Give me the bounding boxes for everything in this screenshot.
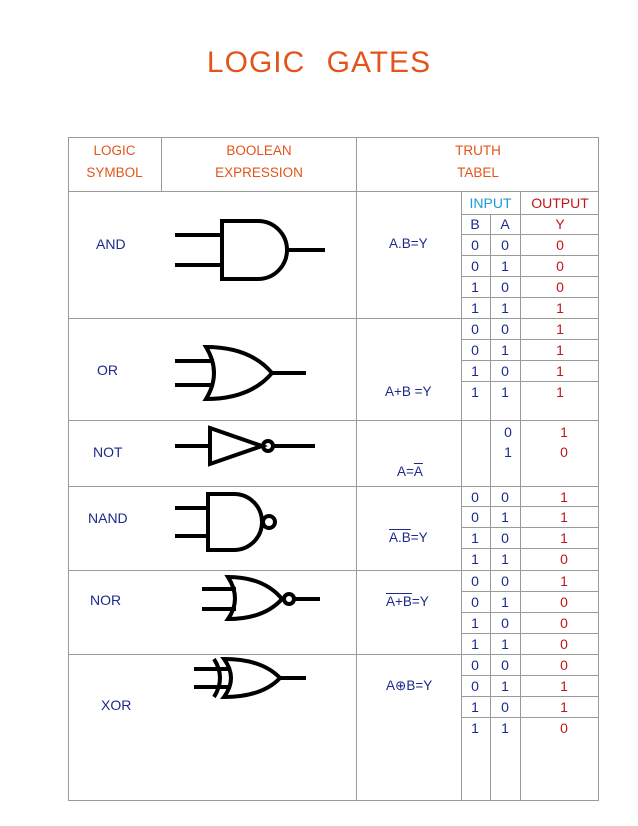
col-divider — [520, 191, 521, 801]
expr-not: $A=\overline{A}$ — [397, 464, 423, 479]
not-gate-symbol — [170, 424, 320, 468]
gate-name-nand: NAND — [88, 510, 128, 526]
col-y: Y — [555, 216, 565, 232]
nand-gate-symbol — [170, 490, 310, 556]
row-divider — [68, 654, 599, 655]
row-divider — [68, 191, 599, 192]
gate-name-xor: XOR — [101, 697, 132, 713]
xor-gate-symbol — [190, 655, 330, 701]
row-divider — [68, 420, 599, 421]
expr-nor: A+B=Y — [386, 594, 429, 609]
col-divider — [490, 318, 491, 801]
gate-name-nor: NOR — [90, 592, 122, 608]
col-a: A — [500, 216, 510, 232]
expr-or: A+B =Y — [385, 384, 432, 399]
gate-name-or: OR — [97, 362, 118, 378]
page-title: LOGIC GATES — [206, 46, 432, 79]
header-logic-symbol: LOGIC SYMBOL — [86, 143, 143, 180]
expr-xor: A⊕B=Y — [386, 678, 433, 693]
row-divider — [68, 486, 599, 487]
gate-name-and: AND — [96, 236, 126, 252]
col-divider — [356, 137, 357, 801]
or-gate-symbol — [170, 341, 310, 407]
col-b: B — [470, 216, 480, 232]
input-header: INPUT — [469, 195, 512, 211]
nor-gate-symbol — [198, 573, 328, 623]
gate-name-not: NOT — [93, 444, 123, 460]
output-header: OUTPUT — [531, 195, 589, 211]
row-divider — [68, 570, 599, 571]
header-boolean-expression: BOOLEAN EXPRESSION — [215, 143, 303, 180]
row-divider — [68, 318, 599, 319]
col-divider — [490, 214, 491, 318]
header-truth-table: TRUTH TABEL — [455, 143, 501, 180]
and-gate-symbol — [170, 215, 330, 285]
expr-and: A.B=Y — [389, 236, 428, 251]
expr-nand: A.B=Y — [389, 530, 428, 545]
col-divider — [461, 191, 462, 801]
